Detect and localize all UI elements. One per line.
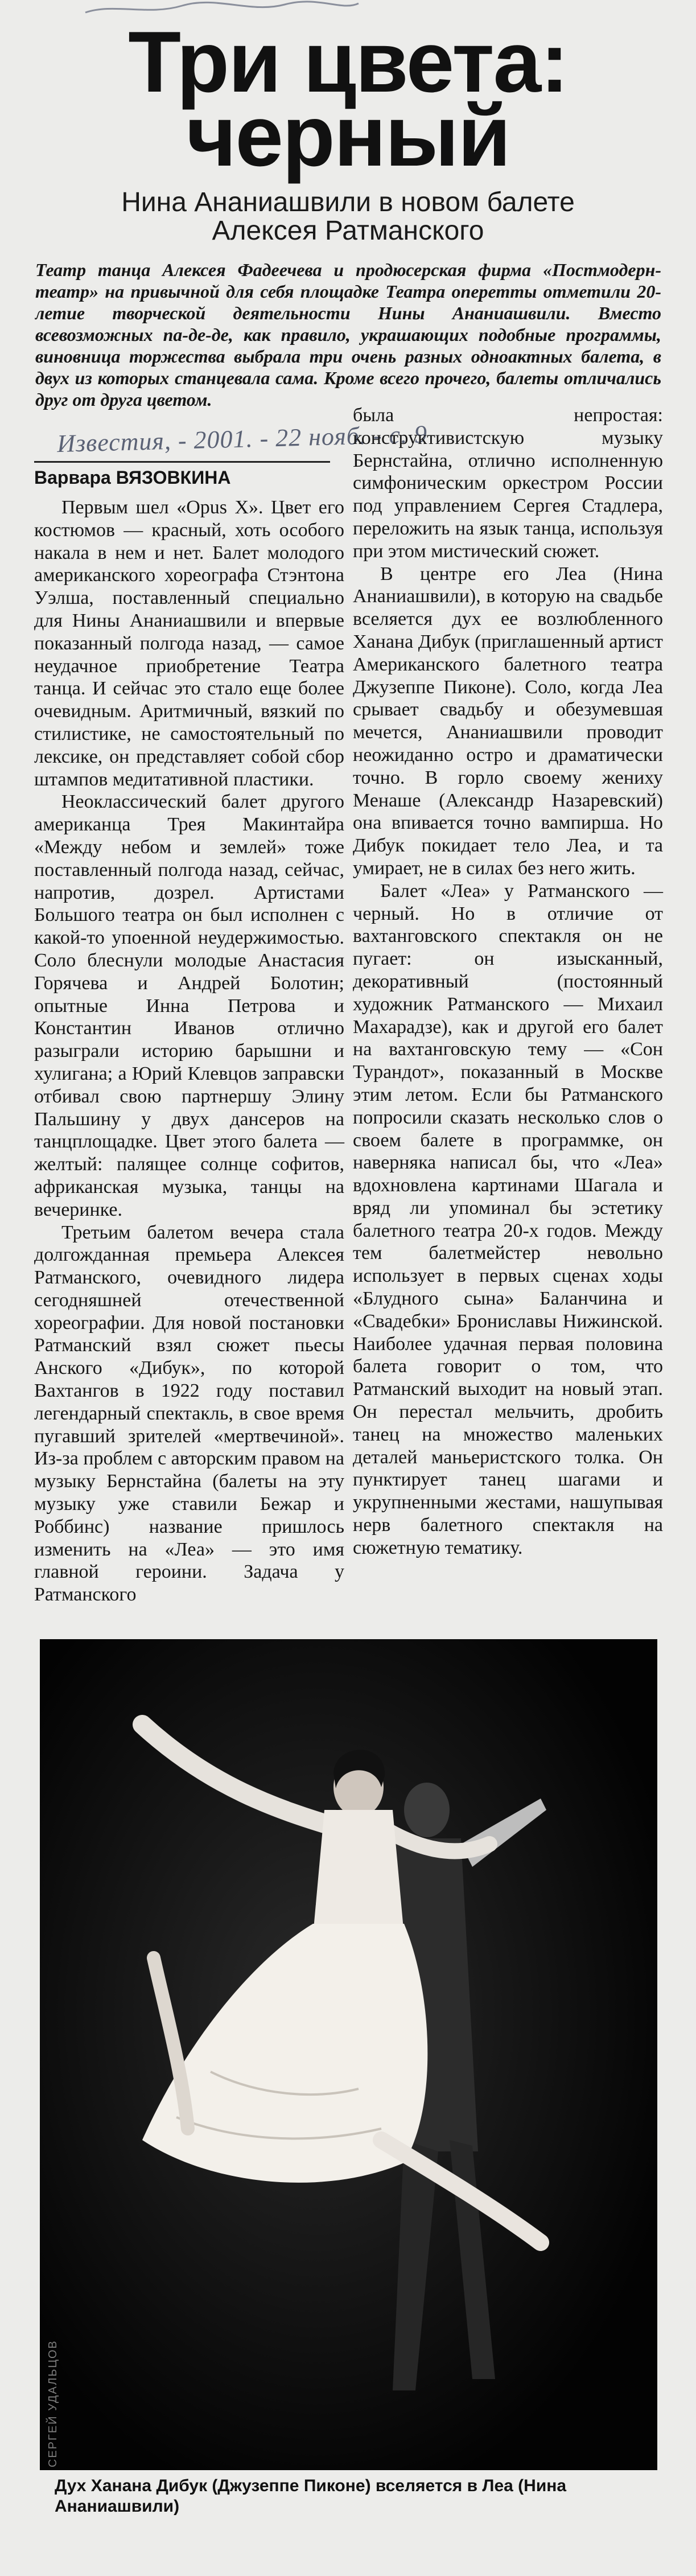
paragraph: Балет «Леа» у Ратманского — черный. Но в отличие от вахтанговского спектакля он не пугает: он изысканный, декоративный (постоянный художник Ратманского — Михаил Махарадзе), как и другой его балет на вахтанговскую тему — «Сон Турандот», показанный в Москве этим летом. Если бы Ратманского попросили сказать несколько слов о своем балете в программке, он наверняка написал бы, что «Леа» вдохновлена картинами Шагала и вряд ли упоминал бы эстетику балетного театра 20-х годов. Между тем балетмейстер невольно использует в первых сценах ходы «Блудного сына» Баланчина и «Свадебки» Брониславы Нижинской. Наиболее удачная первая половина балета говорит о том, что Ратманский выходит на новый этап. Он перестал мельчить, дробить танец на множество маленьких деталей маньеристского толка. Он пунктирует танец шагами и укрупненными жестами, нашупывая нерв балетного спектакля на сюжетную тематику. [353,880,663,1558]
paragraph: была непростая: конструктивистскую музыку Бернстайна, отлично исполненную симфоническим оркестром России под управлением Сергея Стадлера, переложить на язык танца, используя при этом мистический сюжет. [353,405,663,562]
headline-line-2: черный [186,88,510,184]
headline-line-1: Три цвета: [128,14,568,110]
paragraph: Первым шел «Opus X». Цвет его костюмов — красный, хоть особого накала в нем и нет. Балет молодого американского хореографа Стэнтона Уэлша, поставленный специально для Нины Ананиашвили и впервые показанный полгода назад, — самое неудачное приобретение Театра танца. И сейчас это стало еще более очевидным. Аритмичный, вязкий по стилистике, не самостоятельный по лексике, он представляет собой сбор штампов медитативной пластики. [34,497,344,790]
subheadline-line-1: Нина Ананиашвили в новом балете [121,187,575,217]
paragraph: Неоклассический балет другого американца Трея Макинтайра «Между небом и землей» тоже поставленный полгода назад, сейчас, напротив, дозрел. Артистами Большого театра он был исполнен с какой-то упоенной неудержимостью. Соло блеснули молодые Анастасия Горячева и Андрей Болотин; опытные Инна Петрова и Константин Иванов отлично разыграли историю барышни и хулигана; а Юрий Клевцов заправски отбивал свою партнершу Элину Пальшину у двух дансеров на танцплощадке. Цвет этого балета — желтый: палящее солнце софитов, африканская музыка, танцы на вечеринке. [34,791,344,1220]
paragraph: Третьим балетом вечера стала долгожданная премьера Алексея Ратманского, очевидного лидера сегодняшней отечественной хореографии. Для новой постановки Ратманский взял сюжет пьесы Анского «Дибук», по которой Вахтангов в 1922 году поставил легендарный спектакль, в свое время пугавший зрителей «мертвечиной». Из-за проблем с авторским правом на музыку Бернстайна (балеты на эту музыку уже ставили Бежар и Роббинс) название пришлось изменить на «Леа» — это имя главной героини. Задача у Ратманского [34,1221,344,1606]
author-byline: Варвара ВЯЗОВКИНА [34,461,330,489]
lead-paragraph: Театр танца Алексея Фадеечева и продюсерская фирма «Постмодерн-театр» на привычной для себя площадке Театра оперетты отметили 20-летие творческой деятельности Нины Ананиашвили. Вместо всевозможных па-де-де, как правило, украшающих подобные программы, виновница торжества выбрала три очень разных одноактных балета, в двух из которых станцевала сама. Кроме всего прочего, балеты отличались друг от друга цветом. [35,260,661,410]
paragraph: В центре его Леа (Нина Ананиашвили), в которую на свадьбе вселяется дух ее возлюбленного Ханана Дибук (приглашенный артист Американского балетного театра Джузеппе Пиконе). Соло, когда Леа срывает свадьбу и обезумевшая мечется, Ананиашвили проводит неожиданно остро и драматически точно. В горло своему жениху Менаше (Александр Назаревский) она впивается точно вампирша. Но Дибук покидает тело Леа, и та умирает, не в силах без него жить. [353,563,663,879]
handwritten-source-note: Известия, - 2001. - 22 нояб. - с. 9 [56,420,428,458]
text-column-right [353,404,663,1559]
photo-credit: СЕРГЕЙ УДАЛЬЦОВ [47,2340,59,2467]
subheadline-line-2: Алексея Ратманского [212,216,484,246]
ballet-dancers-illustration [40,1639,657,2470]
photo-caption: Дух Ханана Дибук (Джузеппе Пиконе) вселяется в Леа (Нина Ананиашвили) [55,2476,567,2516]
text-column-left [34,496,344,1606]
ballet-photo [40,1639,657,2470]
